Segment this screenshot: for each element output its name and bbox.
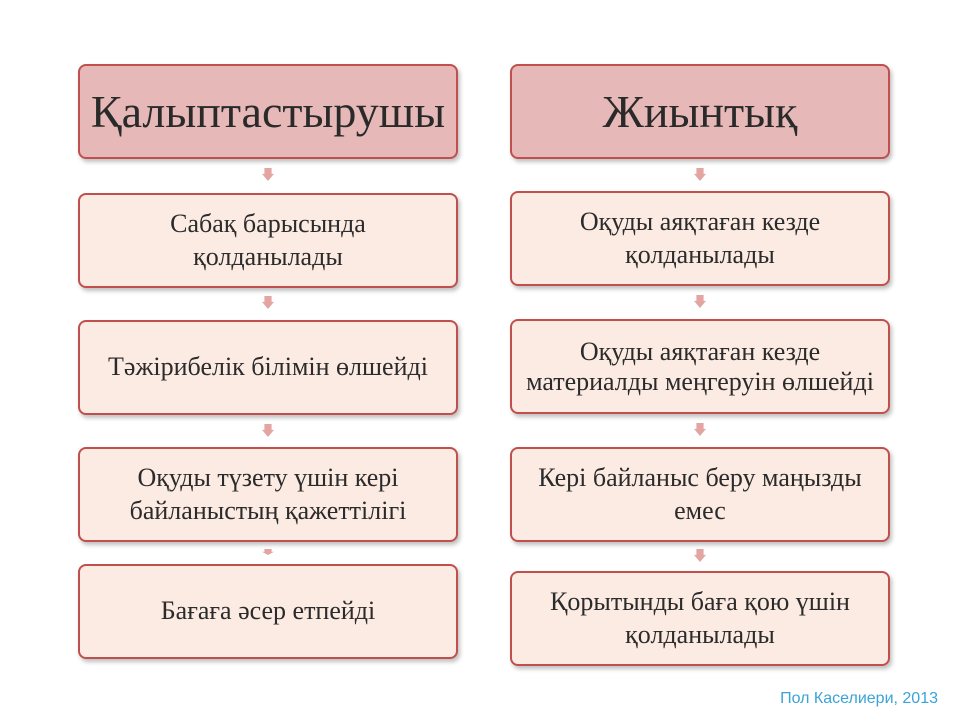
left-item-2-label: Тәжірибелік білімін өлшейді bbox=[108, 352, 428, 382]
arrow-down-icon bbox=[262, 424, 274, 437]
author-credit: Пол Каселиери, 2013 bbox=[780, 690, 938, 707]
left-item-3 bbox=[78, 447, 458, 542]
right-item-2-label: Оқуды аяқтаған кезде материалды меңгеруін өлшейді bbox=[526, 336, 874, 396]
arrow-down-icon bbox=[694, 168, 706, 181]
right-header-box bbox=[510, 64, 890, 159]
arrow-down-icon bbox=[262, 296, 274, 309]
right-item-3 bbox=[510, 447, 890, 542]
arrow-down-icon bbox=[694, 549, 706, 562]
left-header-box bbox=[78, 64, 458, 159]
right-item-2 bbox=[510, 319, 890, 414]
right-item-1-label: Оқуды аяқтаған кезде қолданылады bbox=[579, 207, 821, 269]
arrow-down-icon bbox=[262, 549, 274, 555]
left-item-3-label: Оқуды түзету үшін кері байланыстың қажеттілігі bbox=[129, 463, 407, 525]
left-item-2 bbox=[78, 320, 458, 415]
left-header-label: Қалыптастырушы bbox=[90, 85, 446, 137]
right-item-4 bbox=[510, 571, 890, 666]
right-item-3-label: Кері байланыс беру маңызды емес bbox=[538, 463, 862, 525]
left-item-1 bbox=[78, 193, 458, 288]
arrow-down-icon bbox=[694, 423, 706, 436]
right-header-label: Жиынтық bbox=[602, 85, 798, 137]
left-item-4 bbox=[78, 564, 458, 659]
right-item-1 bbox=[510, 191, 890, 286]
left-item-1-label: Сабақ барысында қолданылады bbox=[170, 209, 366, 271]
arrow-down-icon bbox=[262, 168, 274, 181]
arrow-down-icon bbox=[694, 295, 706, 308]
left-item-4-label: Бағаға әсер етпейді bbox=[160, 596, 376, 626]
right-item-4-label: Қорытынды баға қою үшін қолданылады bbox=[550, 587, 850, 649]
